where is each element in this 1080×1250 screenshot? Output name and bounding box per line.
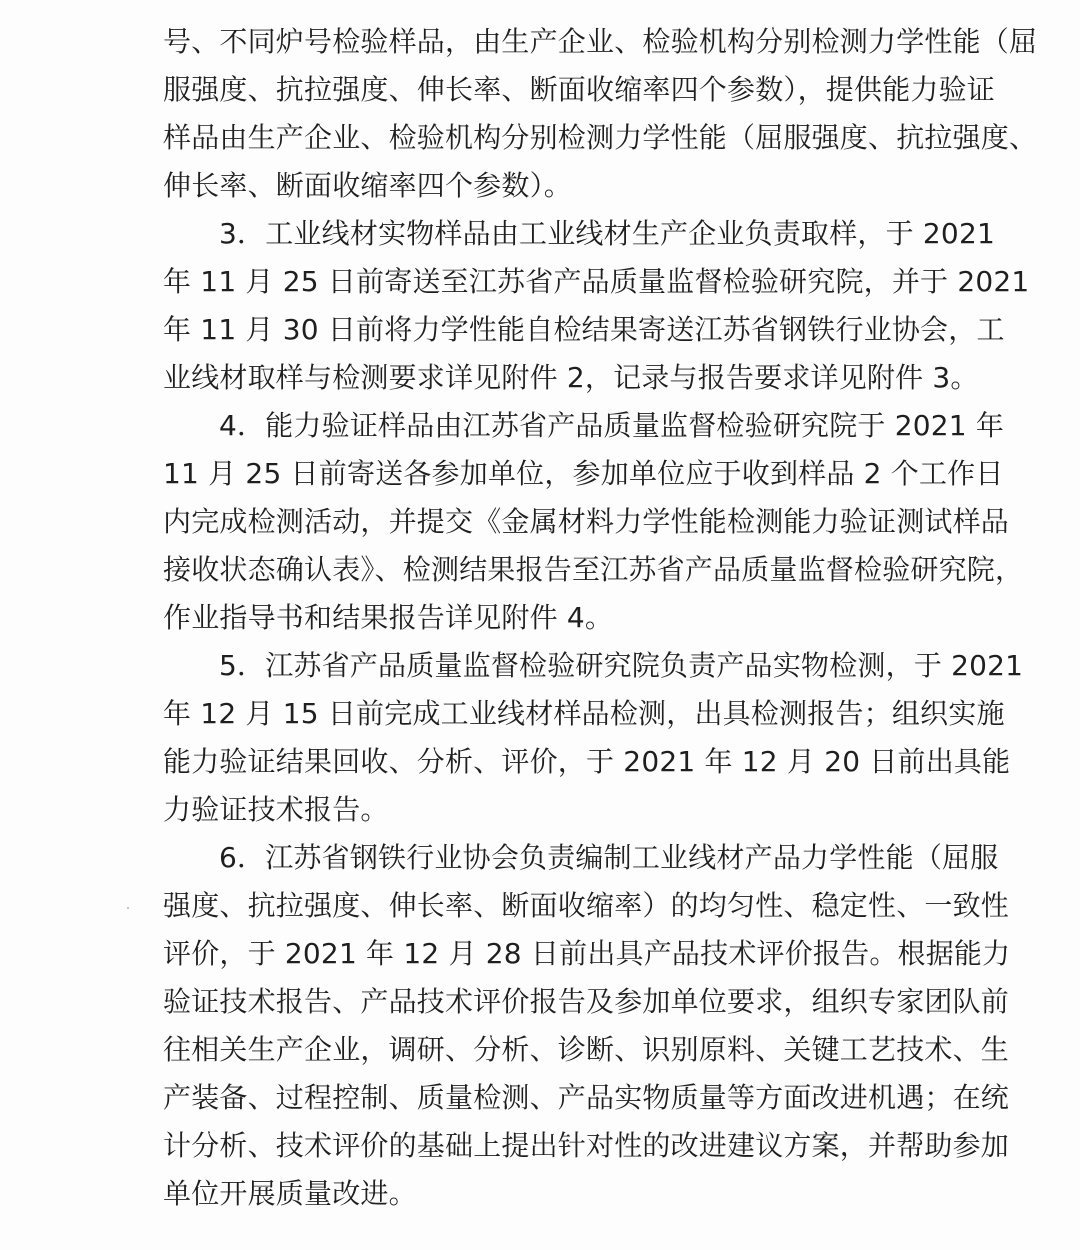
document-body: [163, 18, 1038, 1218]
paragraph-item-6: [163, 834, 1011, 1218]
text-line: 样品由生产企业、检验机构分别检测力学性能（屈服强度、抗拉强度、: [163, 121, 1038, 154]
text-line: 年 12 月 15 日前完成工业线材样品检测，出具检测报告；组织实施: [163, 697, 1005, 730]
scan-speck: [127, 907, 129, 909]
text-line: 年 11 月 30 日前将力学性能自检结果寄送江苏省钢铁行业协会，工: [163, 313, 1005, 346]
paragraph-item-3: [163, 210, 1030, 402]
text-line: 作业指导书和结果报告详见附件 4。: [163, 601, 614, 634]
text-line: 伸长率、断面收缩率四个参数）。: [163, 169, 573, 202]
text-line: 接收状态确认表》、检测结果报告至江苏省产品质量监督检验研究院，: [163, 553, 1024, 586]
paragraph-item-5: [163, 642, 1024, 834]
text-line: 验证技术报告、产品技术评价报告及参加单位要求，组织专家团队前: [163, 985, 1010, 1018]
text-line: 往相关生产企业，调研、分析、诊断、识别原料、关键工艺技术、生: [163, 1033, 1010, 1066]
text-line: 号、不同炉号检验样品，由生产企业、检验机构分别检测力学性能（屈: [163, 25, 1038, 58]
text-line: 3．工业线材实物样品由工业线材生产企业负责取样，于 2021: [219, 217, 995, 250]
paragraph-item-4: [163, 402, 1024, 642]
text-line: 6．江苏省钢铁行业协会负责编制工业线材产品力学性能（屈服: [219, 841, 999, 874]
text-line: 内完成检测活动，并提交《金属材料力学性能检测能力验证测试样品: [163, 505, 1010, 538]
text-line: 年 11 月 25 日前寄送至江苏省产品质量监督检验研究院，并于 2021: [163, 265, 1030, 298]
text-line: 强度、抗拉强度、伸长率、断面收缩率）的均匀性、稳定性、一致性: [163, 889, 1010, 922]
text-line: 单位开展质量改进。: [163, 1177, 417, 1210]
text-line: 产装备、过程控制、质量检测、产品实物质量等方面改进机遇；在统: [163, 1081, 1010, 1114]
text-line: 服强度、抗拉强度、伸长率、断面收缩率四个参数），提供能力验证: [163, 73, 996, 106]
text-line: 能力验证结果回收、分析、评价，于 2021 年 12 月 20 日前出具能: [163, 745, 1011, 778]
text-line: 力验证技术报告。: [163, 793, 389, 826]
paragraph-continuation: [163, 18, 1038, 210]
text-line: 业线材取样与检测要求详见附件 2，记录与报告要求详见附件 3。: [163, 361, 979, 394]
text-line: 计分析、技术评价的基础上提出针对性的改进建议方案，并帮助参加: [163, 1129, 1010, 1162]
text-line: 4．能力验证样品由江苏省产品质量监督检验研究院于 2021 年: [219, 409, 1005, 442]
text-line: 11 月 25 日前寄送各参加单位，参加单位应于收到样品 2 个工作日: [163, 457, 1004, 490]
text-line: 5．江苏省产品质量监督检验研究院负责产品实物检测，于 2021: [219, 649, 1024, 682]
text-line: 评价，于 2021 年 12 月 28 日前出具产品技术评价报告。根据能力: [163, 937, 1011, 970]
